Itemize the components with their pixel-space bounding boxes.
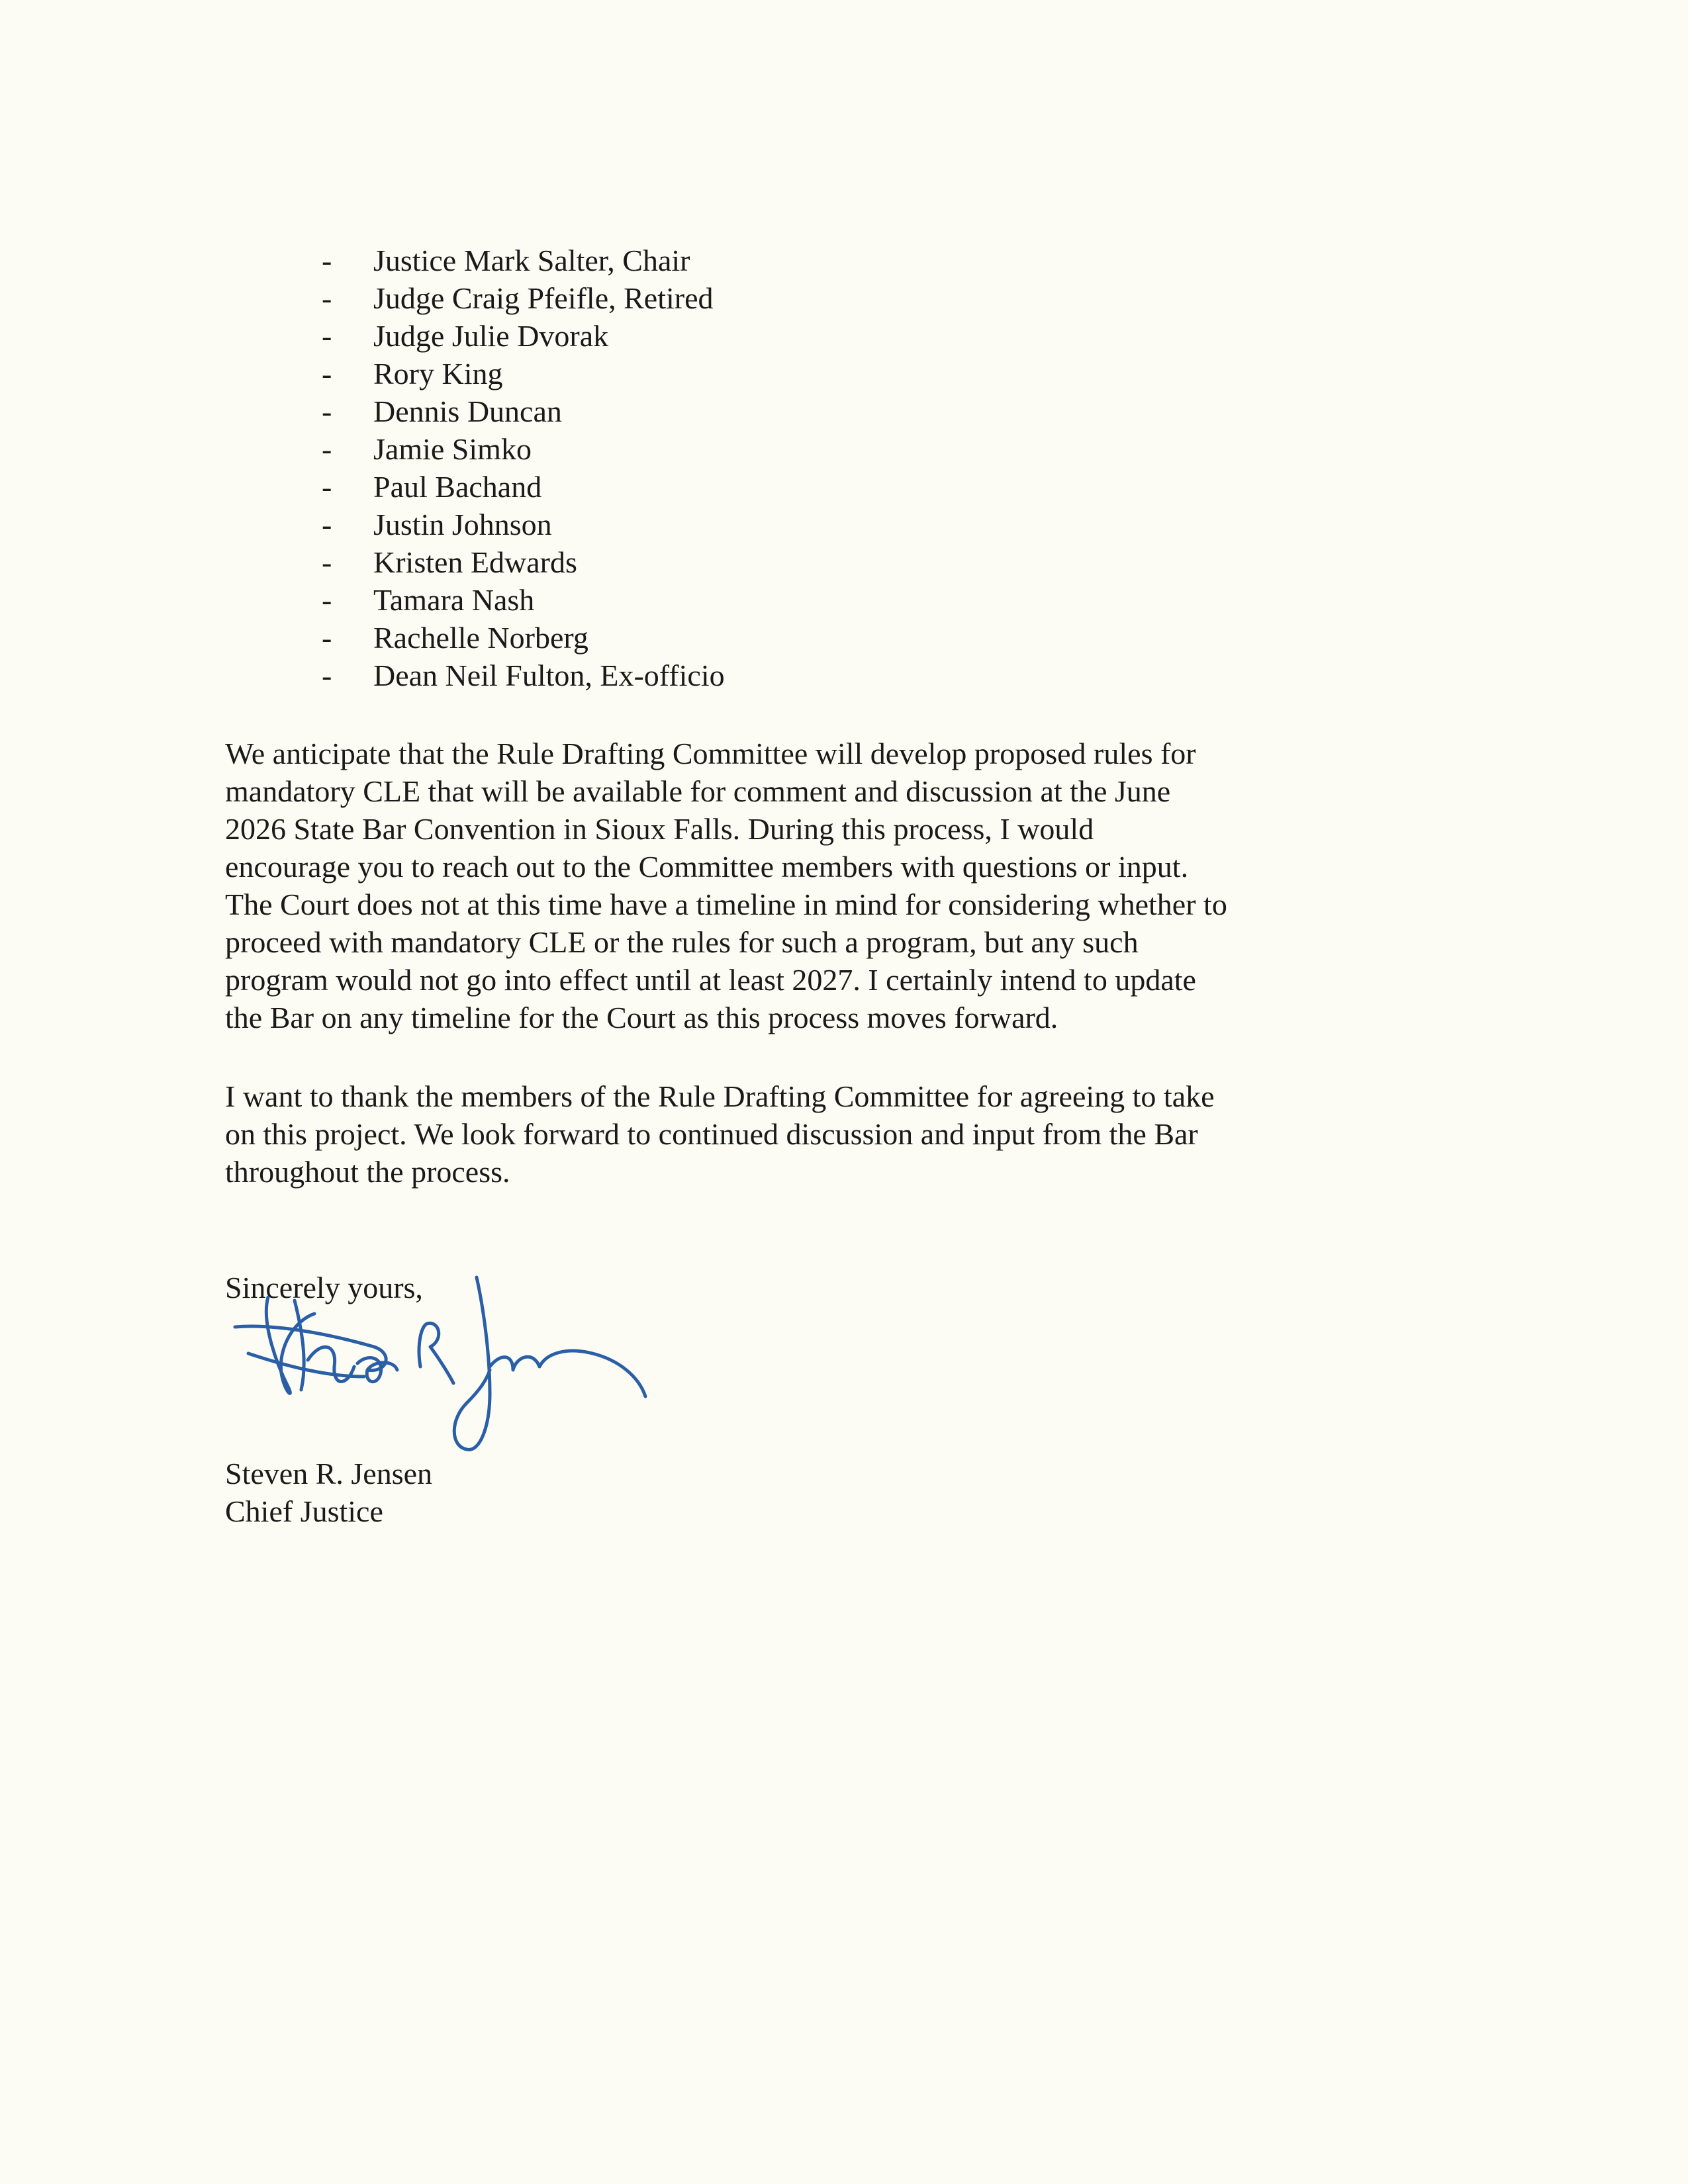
signature-stroke: [266, 1297, 314, 1393]
body-paragraph-thanks: [225, 1077, 1215, 1191]
closing-salutation: Sincerely yours,: [225, 1271, 423, 1304]
member-name: Dennis Duncan: [373, 394, 562, 428]
list-item: [322, 657, 725, 694]
list-marker: -: [322, 357, 332, 390]
body-paragraph-timeline: [225, 735, 1227, 1036]
signature-stroke: [454, 1277, 490, 1449]
member-name: Jamie Simko: [373, 432, 532, 466]
list-item: [322, 392, 725, 430]
member-name: Judge Craig Pfeifle, Retired: [373, 281, 714, 315]
list-item: [322, 355, 725, 392]
paragraph-line: mandatory CLE that will be available for comment and discussion at the June: [225, 774, 1171, 808]
signature-stroke: [235, 1326, 386, 1371]
signer-block: [225, 1455, 432, 1530]
list-marker: -: [322, 508, 332, 541]
list-item: [322, 242, 725, 279]
paragraph-line: on this project. We look forward to continued discussion and input from the Bar: [225, 1117, 1198, 1151]
paragraph-line: We anticipate that the Rule Drafting Committee will develop proposed rules for: [225, 737, 1196, 770]
member-name: Justin Johnson: [373, 508, 552, 541]
paragraph-line: encourage you to reach out to the Committee members with questions or input.: [225, 850, 1189, 884]
list-marker: -: [322, 621, 332, 655]
member-name: Tamara Nash: [373, 583, 535, 617]
list-item: [322, 581, 725, 619]
signature-stroke: [248, 1353, 364, 1377]
list-item: [322, 279, 725, 317]
handwritten-signature: [222, 1261, 672, 1466]
member-name: Dean Neil Fulton, Ex-officio: [373, 659, 725, 692]
list-item: [322, 317, 725, 355]
signer-name: Steven R. Jensen: [225, 1457, 433, 1490]
list-item: [322, 543, 725, 581]
paragraph-line: the Bar on any timeline for the Court as this process moves forward.: [225, 1001, 1058, 1034]
list-marker: -: [322, 659, 332, 692]
signature-stroke: [419, 1323, 453, 1383]
list-marker: -: [322, 319, 332, 353]
signature-stroke: [490, 1351, 645, 1396]
paragraph-line: I want to thank the members of the Rule Drafting Committee for agreeing to take: [225, 1079, 1215, 1113]
member-name: Judge Julie Dvorak: [373, 319, 609, 353]
list-marker: -: [322, 470, 332, 504]
committee-member-list: [322, 242, 725, 694]
paragraph-line: The Court does not at this time have a timeline in mind for considering whether to: [225, 887, 1227, 921]
signer-title: Chief Justice: [225, 1494, 383, 1528]
list-marker: -: [322, 394, 332, 428]
list-item: [322, 506, 725, 543]
member-name: Rachelle Norberg: [373, 621, 588, 655]
list-marker: -: [322, 545, 332, 579]
paragraph-line: program would not go into effect until at least 2027. I certainly intend to update: [225, 963, 1196, 997]
list-marker: -: [322, 244, 332, 277]
list-marker: -: [322, 432, 332, 466]
paragraph-line: proceed with mandatory CLE or the rules for such a program, but any such: [225, 925, 1139, 959]
paragraph-line: throughout the process.: [225, 1155, 510, 1189]
member-name: Paul Bachand: [373, 470, 542, 504]
member-name: Rory King: [373, 357, 503, 390]
member-name: Justice Mark Salter, Chair: [373, 244, 690, 277]
paragraph-line: 2026 State Bar Convention in Sioux Falls. During this process, I would: [225, 812, 1094, 846]
list-marker: -: [322, 281, 332, 315]
member-name: Kristen Edwards: [373, 545, 577, 579]
list-item: [322, 430, 725, 468]
list-item: [322, 619, 725, 657]
list-marker: -: [322, 583, 332, 617]
list-item: [322, 468, 725, 506]
